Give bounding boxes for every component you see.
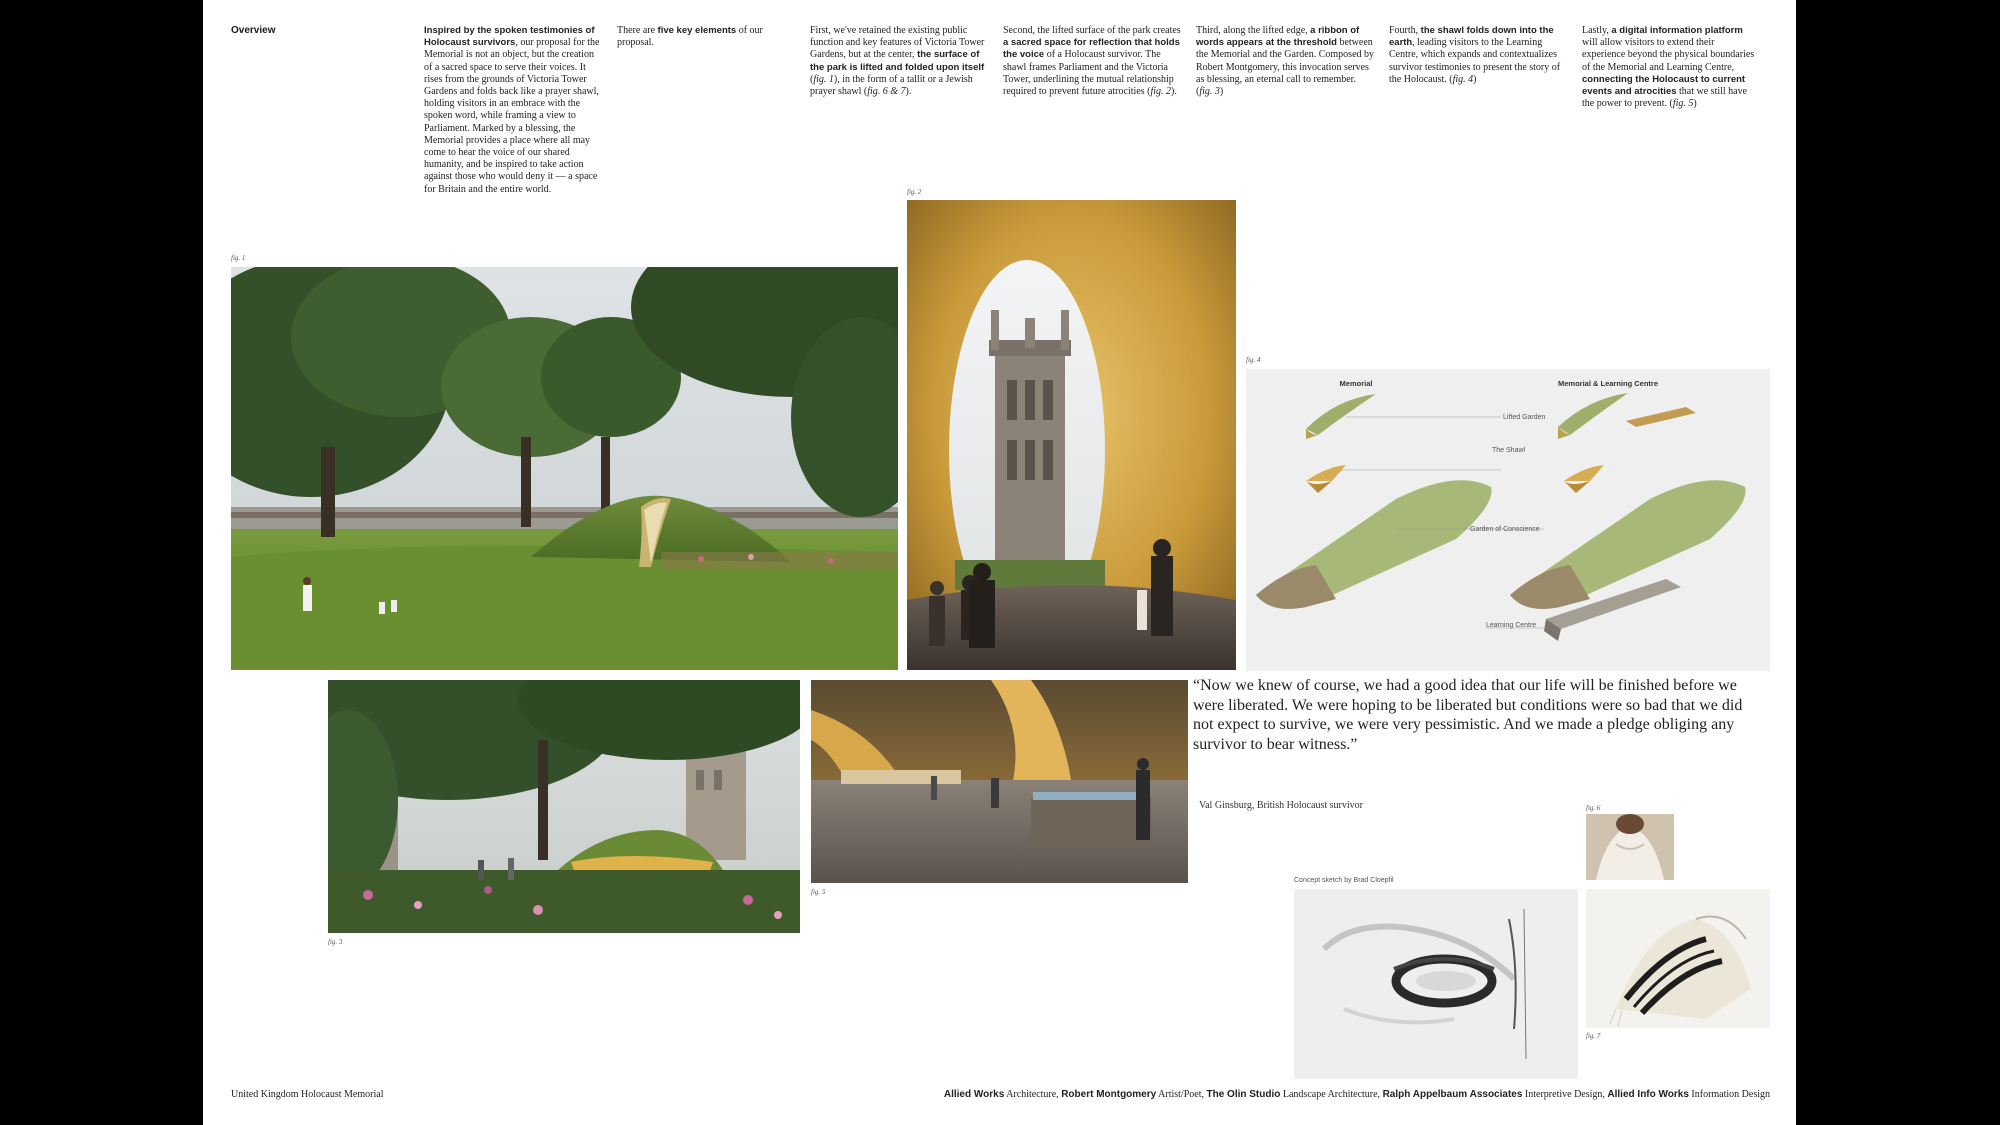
credit-role-1: Artist/Poet, xyxy=(1156,1089,1207,1100)
fig4-label: fig. 4 xyxy=(1246,356,1261,364)
column-6-segment-4: that we still have the power to prevent. ( xyxy=(1582,86,1748,110)
column-3-segment-2: of a Holocaust survivor. The shawl frames Parliament and the Victoria Tower, underlining the mutual relationship required to prevent future atrocities ( xyxy=(1003,49,1174,98)
credit-role-3: Interpretive Design, xyxy=(1522,1089,1608,1100)
fig2-label: fig. 2 xyxy=(907,188,922,196)
column-0-segment-1: , our proposal for the Memorial is not an object, but the creation of a sacred space to serve their voices. It rises from the grounds of Victoria Tower Gardens and folds back like a prayer shawl, holding visitors in an embrace with the spoken word, while framing a view to Parliament. Marked by a blessing, the Memorial provides a place where all may come to hear the voice of our shared humanity, and be inspired to take action against those who would deny it — a space for Britain and the entire world. xyxy=(424,37,600,195)
fig1-park-rendering xyxy=(231,267,898,670)
footer-project-title: United Kingdom Holocaust Memorial xyxy=(231,1089,384,1100)
credit-name-4: Allied Info Works xyxy=(1607,1089,1689,1100)
column-0-segment-0: Inspired by the spoken testimonies of Holocaust survivors xyxy=(424,25,595,49)
fig4-axonometric-diagram xyxy=(1246,369,1770,671)
column-3-segment-4: ). xyxy=(1171,86,1177,98)
overview-heading: Overview xyxy=(231,25,276,36)
sketch-caption: Concept sketch by Brad Cloepfil xyxy=(1294,877,1394,884)
column-3-segment-3: fig. 2 xyxy=(1150,86,1171,98)
credit-role-0: Architecture, xyxy=(1004,1089,1062,1100)
credit-role-2: Landscape Architecture, xyxy=(1280,1089,1383,1100)
fig7-tallit-photo xyxy=(1586,889,1770,1028)
column-2-segment-1: the surface of the park is lifted and folded upon itself xyxy=(810,49,985,73)
column-3-segment-0: Second, the lifted surface of the park creates xyxy=(1003,25,1181,36)
quote-attribution: Val Ginsburg, British Holocaust survivor xyxy=(1199,800,1363,811)
fig1-label: fig. 1 xyxy=(231,254,246,262)
fig6-label: fig. 6 xyxy=(1586,804,1601,812)
text-column-intro xyxy=(424,25,602,196)
column-4-segment-3: fig. 3 xyxy=(1199,86,1220,98)
text-column-elements xyxy=(617,25,795,49)
text-column-fourth xyxy=(1389,25,1567,86)
column-4-segment-1: a ribbon of words appears at the threshold xyxy=(1196,25,1360,49)
column-2-segment-4: ), in the form of a tallit or a Jewish prayer shawl ( xyxy=(810,73,973,98)
column-6-segment-6: ) xyxy=(1693,98,1697,110)
text-column-second xyxy=(1003,25,1181,98)
column-2-segment-3: fig. 1 xyxy=(813,73,834,85)
diagram-label-the-shawl: The Shawl xyxy=(1492,447,1526,454)
column-6-segment-1: a digital information platform xyxy=(1611,25,1743,36)
survivor-quote: “Now we knew of course, we had a good idea that our life will be finished before we were liberated. We were hoping to be liberated but conditions were so bad that we did not expect to survive, we were very pessimistic. And we made a pledge obliging any survivor to bear witness.” xyxy=(1193,677,1743,753)
diagram-title-memorial: Memorial xyxy=(1339,379,1373,388)
text-column-lastly xyxy=(1582,25,1760,110)
fig6-prayer-shawl-photo xyxy=(1586,814,1674,880)
credit-role-4: Information Design xyxy=(1688,1089,1770,1100)
credit-name-3: Ralph Appelbaum Associates xyxy=(1382,1089,1523,1100)
fig5-label: fig. 5 xyxy=(811,888,826,896)
column-5-segment-3: fig. 4 xyxy=(1452,73,1474,85)
column-2-segment-6: ). xyxy=(905,86,912,98)
column-6-segment-3: connecting the Holocaust to current events and atrocities xyxy=(1582,73,1746,98)
column-6-segment-0: Lastly, xyxy=(1582,25,1612,36)
column-3-segment-1: a sacred space for reflection that holds the voice xyxy=(1003,37,1180,61)
credit-name-1: Robert Montgomery xyxy=(1061,1089,1157,1100)
diagram-title-memorial-learning-centre: Memorial & Learning Centre xyxy=(1557,379,1659,388)
column-6-segment-5: fig. 5 xyxy=(1672,98,1694,110)
fig7-label: fig. 7 xyxy=(1586,1032,1601,1040)
column-5-segment-0: Fourth, xyxy=(1389,25,1421,36)
diagram-label-garden-of-conscience: Garden of Conscience xyxy=(1470,526,1540,533)
column-4-segment-0: Third, along the lifted edge, xyxy=(1196,25,1311,36)
text-column-third xyxy=(1196,25,1374,98)
column-5-segment-1: the shawl folds down into the earth xyxy=(1389,25,1554,49)
credit-name-2: The Olin Studio xyxy=(1206,1089,1281,1100)
credit-name-0: Allied Works xyxy=(943,1089,1005,1100)
column-6-segment-2: will allow visitors to extend their experience beyond the physical boundaries of the Memorial and Learning Centre, xyxy=(1582,37,1755,73)
text-column-first xyxy=(810,25,988,98)
column-2-segment-5: fig. 6 & 7 xyxy=(867,86,906,98)
footer-credits xyxy=(944,1089,1770,1100)
column-1-segment-0: There are xyxy=(617,25,658,36)
column-5-segment-4: ) xyxy=(1473,73,1477,85)
fig5-learning-centre-rendering xyxy=(811,680,1188,883)
concept-sketch xyxy=(1294,889,1578,1079)
column-4-segment-2: between the Memorial and the Garden. Composed by Robert Montgomery, this invocation serves as blessing, an eternal call to remember. ( xyxy=(1196,37,1375,98)
presentation-board xyxy=(203,0,1796,1125)
column-2-segment-0: First, we've retained the existing public function and key features of Victoria Tower Gardens, but at the center, xyxy=(810,25,985,61)
column-1-segment-2: of our proposal. xyxy=(617,25,763,49)
column-2-segment-2: ( xyxy=(810,73,814,85)
fig3-label: fig. 3 xyxy=(328,938,343,946)
column-5-segment-2: , leading visitors to the Learning Centre, which expands and contextualizes survivor testimonies to present the story of the Holocaust. ( xyxy=(1389,37,1561,85)
fig2-shawl-interior-rendering xyxy=(907,200,1236,670)
diagram-label-lifted-garden: Lifted Garden xyxy=(1503,414,1546,421)
fig3-garden-ribbon-rendering xyxy=(328,680,800,933)
diagram-label-learning-centre: Learning Centre xyxy=(1486,622,1537,629)
column-1-segment-1: five key elements xyxy=(657,25,737,36)
column-4-segment-4: ) xyxy=(1219,86,1224,98)
